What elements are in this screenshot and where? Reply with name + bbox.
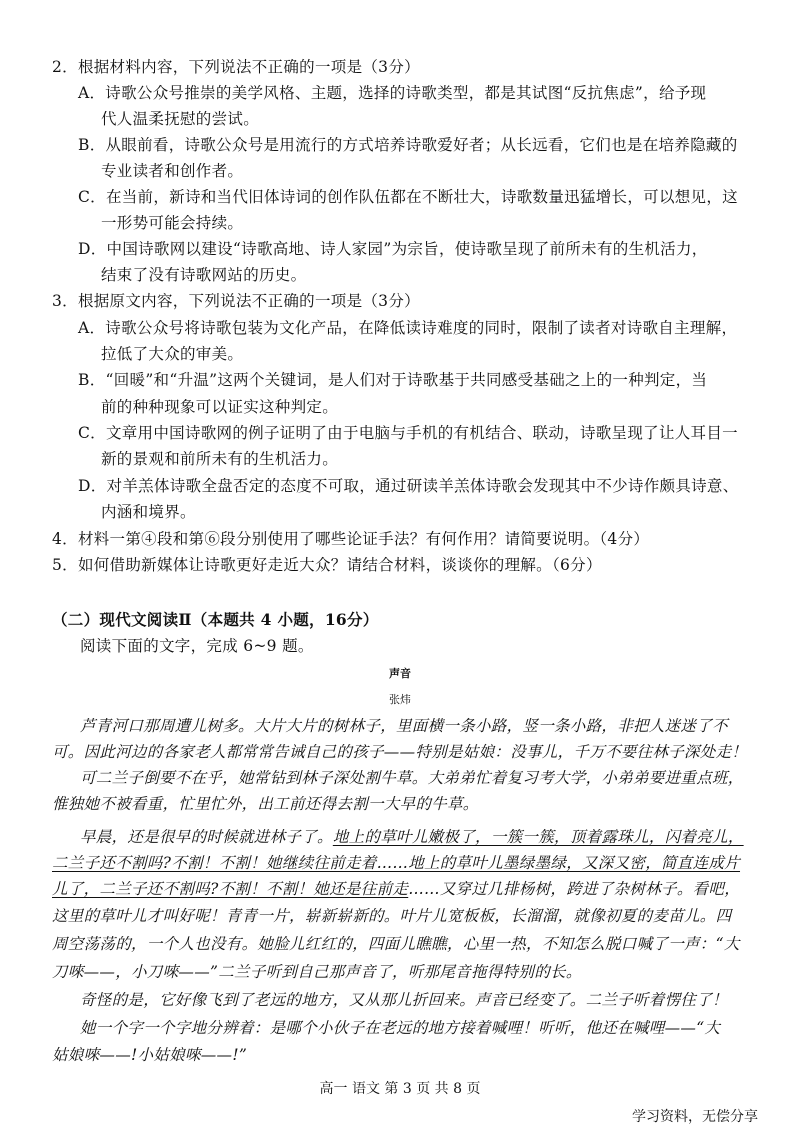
question-3-option-a-cont: 拉低了大众的审美。 (101, 345, 244, 363)
question-3-option-b: B．“回暖”和“升温”这两个关键词，是人们对于诗歌基于共同感受基础之上的一种判定，当 (78, 371, 708, 389)
story-paragraph-3-line-6: 刀唻——，小刀唻——”二兰子听到自己那声音了，听那尾音拖得特别的长。 (52, 963, 582, 981)
story-paragraph-1-cont: 可。因此河边的各家老人都常常告诫自己的孩子——特别是姑娘：没事儿，千万不要往林子深处走！ (52, 743, 748, 761)
story-paragraph-2-cont: 惟独她不被看重，忙里忙外，出工前还得去割一大早的牛草。 (52, 795, 479, 813)
page-footer: 高一 语文 第 3 页 共 8 页 (319, 1081, 481, 1097)
story-paragraph-5-cont: 姑娘唻——!小姑娘唻——!” (52, 1046, 248, 1064)
question-2-option-d: D．中国诗歌网以建设“诗歌高地、诗人家园”为宗旨，使诗歌呈现了前所未有的生机活力， (78, 240, 708, 258)
question-2-option-d-cont: 结束了没有诗歌网站的历史。 (101, 266, 307, 284)
question-3-stem: 3．根据原文内容，下列说法不正确的一项是（3分） (52, 292, 420, 310)
story-text: 早晨，还是很早的时候就进林子了。 (80, 828, 333, 846)
underlined-passage-line: 二兰子还不割吗?不割！不割！她继续往前走着……地上的草叶儿墨绿墨绿，又深又密，简直连成片 (52, 854, 741, 872)
question-2-stem: 2．根据材料内容，下列说法不正确的一项是（3分） (52, 58, 420, 76)
story-paragraph-1: 芦青河口那周遭儿树多。大片大片的树林子，里面横一条小路，竖一条小路，非把人迷迷了不 (80, 717, 728, 735)
question-3-option-c-cont: 新的景观和前所未有的生机活力。 (101, 450, 339, 468)
story-paragraph-5: 她一个字一个字地分辨着：是哪个小伙子在老远的地方接着喊哩！听听，他还在喊哩——“大 (80, 1019, 721, 1037)
story-paragraph-3-line-5: 周空荡荡的，一个人也没有。她脸儿红红的，四面儿瞧瞧，心里一热，不知怎么脱口喊了一声：“大 (52, 935, 740, 953)
question-3-option-a: A．诗歌公众号将诗歌包装为文化产品，在降低读诗难度的同时，限制了读者对诗歌自主理解， (78, 319, 738, 337)
story-author: 张炜 (389, 693, 411, 706)
section-heading: （二）现代文阅读Ⅱ（本题共 4 小题，16分） (52, 610, 379, 629)
story-paragraph-4: 奇怪的是，它好像飞到了老远的地方，又从那儿折回来。声音已经变了。二兰子听着愣住了！ (80, 991, 728, 1009)
question-2-option-a: A．诗歌公众号推崇的美学风格、主题，选择的诗歌类型，都是其试图“反抗焦虑”，给予现 (78, 84, 707, 102)
question-4: 4．材料一第④段和第⑥段分别使用了哪些论证手法？有何作用？请简要说明。（4分） (52, 530, 650, 548)
question-2-option-b: B．从眼前看，诗歌公众号是用流行的方式培养诗歌爱好者；从长远看，它们也是在培养隐藏的 (78, 136, 738, 154)
story-paragraph-3-line-3 (52, 879, 740, 899)
story-title: 声音 (389, 667, 411, 680)
question-2-option-c-cont: 一形势可能会持续。 (101, 214, 244, 232)
question-2-option-a-cont: 代人温柔抚慰的尝试。 (101, 110, 260, 128)
reading-instruction: 阅读下面的文字，完成 6~9 题。 (80, 637, 314, 655)
story-text: ……又穿过几排杨树，跨进了杂树林子。看吧， (408, 880, 741, 898)
question-3-option-b-cont: 前的种种现象可以证实这种判定。 (101, 398, 339, 416)
story-paragraph-3 (80, 827, 744, 847)
share-note: 学习资料，无偿分享 (632, 1109, 758, 1125)
question-3-option-d: D．对羊羔体诗歌全盘否定的态度不可取，通过研读羊羔体诗歌会发现其中不少诗作颇具诗意、 (78, 477, 739, 495)
story-paragraph-2: 可二兰子倒要不在乎，她常钻到林子深处割牛草。大弟弟忙着复习考大学，小弟弟要进重点班， (80, 769, 744, 787)
question-2-option-c: C．在当前，新诗和当代旧体诗词的创作队伍都在不断壮大，诗歌数量迅猛增长，可以想见，这 (78, 188, 738, 206)
underlined-passage: 地上的草叶儿嫩极了，一簇一簇，顶着露珠儿，闪着亮儿， (332, 828, 744, 846)
question-3-option-d-cont: 内涵和境界。 (101, 503, 196, 521)
question-2-option-b-cont: 专业读者和创作者。 (101, 162, 244, 180)
underlined-passage: 儿了，二兰子还不割吗?不割！不割！她还是往前走 (52, 880, 409, 898)
story-paragraph-3-line-4: 这里的草叶儿才叫好呢！青青一片，崭新崭新的。叶片儿宽板板，长溜溜，就像初夏的麦苗儿。四 (52, 907, 732, 925)
question-5: 5．如何借助新媒体让诗歌更好走近大众？请结合材料，谈谈你的理解。（6分） (52, 556, 602, 574)
question-3-option-c: C．文章用中国诗歌网的例子证明了由于电脑与手机的有机结合、联动，诗歌呈现了让人耳目一 (78, 424, 738, 442)
